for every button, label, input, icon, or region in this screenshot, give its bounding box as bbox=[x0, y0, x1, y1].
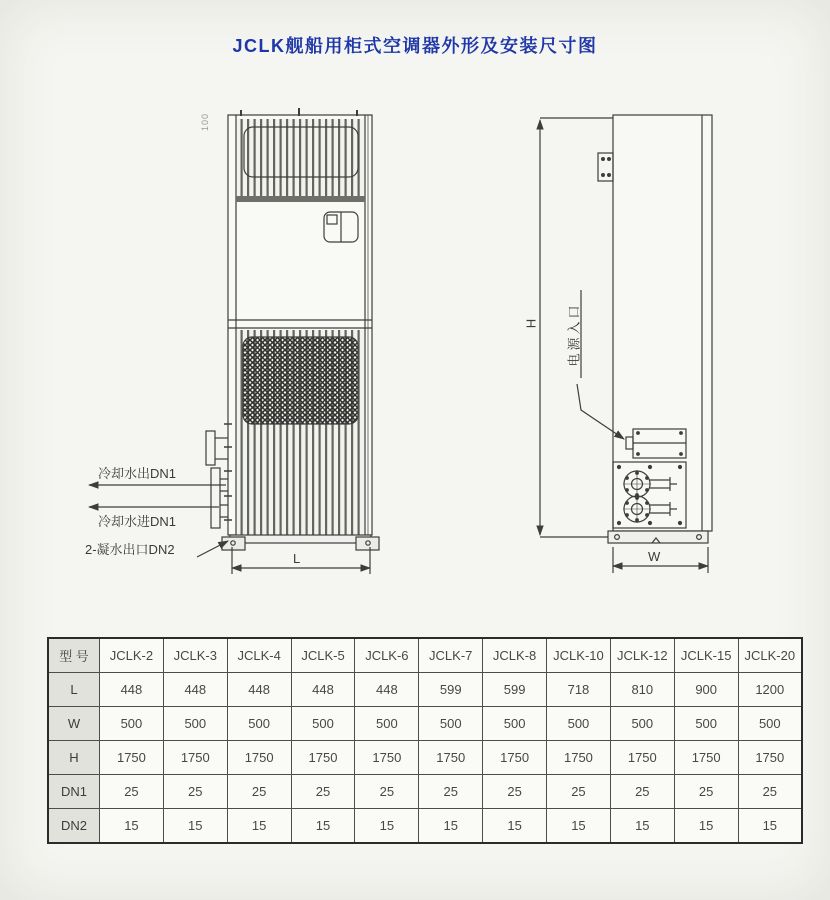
table-cell: 448 bbox=[355, 673, 419, 707]
top-dimension-label: 100 bbox=[200, 112, 210, 132]
col-header-cell: JCLK-12 bbox=[610, 638, 674, 673]
table-cell: 25 bbox=[483, 775, 547, 809]
front-base bbox=[230, 535, 371, 543]
table-cell: 25 bbox=[674, 775, 738, 809]
table-cell: 15 bbox=[163, 809, 227, 844]
table-cell: 500 bbox=[291, 707, 355, 741]
table-cell: 500 bbox=[355, 707, 419, 741]
row-label-cell: DN1 bbox=[48, 775, 100, 809]
power-inlet-label: 电源入口 bbox=[566, 302, 582, 367]
front-mesh-filter bbox=[243, 337, 358, 424]
table-cell: 25 bbox=[355, 775, 419, 809]
table-cell: 15 bbox=[547, 809, 611, 844]
table-cell: 1750 bbox=[291, 741, 355, 775]
col-header-cell: JCLK-20 bbox=[738, 638, 802, 673]
table-cell: 25 bbox=[419, 775, 483, 809]
table-cell: 500 bbox=[610, 707, 674, 741]
table-cell: 810 bbox=[610, 673, 674, 707]
side-cabinet-outline bbox=[613, 115, 712, 531]
table-cell: 25 bbox=[547, 775, 611, 809]
table-cell: 500 bbox=[547, 707, 611, 741]
height-dimension-label: H bbox=[523, 318, 539, 329]
table-cell: 1750 bbox=[738, 741, 802, 775]
cooling-water-out-label: 冷却水出DN1 bbox=[98, 466, 177, 481]
table-cell: 1750 bbox=[419, 741, 483, 775]
table-row bbox=[48, 673, 802, 707]
table-cell: 25 bbox=[610, 775, 674, 809]
table-cell: 599 bbox=[419, 673, 483, 707]
table-cell: 1200 bbox=[738, 673, 802, 707]
table-cell: 1750 bbox=[100, 741, 164, 775]
col-header-cell: JCLK-2 bbox=[100, 638, 164, 673]
page-title: JCLK舰船用柜式空调器外形及安装尺寸图 bbox=[232, 36, 598, 56]
front-view bbox=[89, 108, 379, 574]
table-cell: 15 bbox=[355, 809, 419, 844]
front-foot-right bbox=[356, 537, 379, 550]
col-header-cell: JCLK-3 bbox=[163, 638, 227, 673]
table-cell: 1750 bbox=[483, 741, 547, 775]
table-cell: 1750 bbox=[547, 741, 611, 775]
table-row bbox=[48, 809, 802, 844]
table-cell: 500 bbox=[100, 707, 164, 741]
col-header-cell: JCLK-7 bbox=[419, 638, 483, 673]
table-row bbox=[48, 775, 802, 809]
table-cell: 15 bbox=[610, 809, 674, 844]
table-cell: 15 bbox=[738, 809, 802, 844]
table-cell: 500 bbox=[227, 707, 291, 741]
col-header-cell: JCLK-8 bbox=[483, 638, 547, 673]
table-cell: 448 bbox=[100, 673, 164, 707]
dimension-table bbox=[47, 637, 803, 844]
table-cell: 500 bbox=[419, 707, 483, 741]
table-body bbox=[48, 673, 802, 844]
table-cell: 900 bbox=[674, 673, 738, 707]
col-header-cell: JCLK-10 bbox=[547, 638, 611, 673]
width-dimension-label: W bbox=[648, 549, 661, 564]
model-header-cell: 型 号 bbox=[48, 638, 100, 673]
cooling-water-in-label: 冷却水进DN1 bbox=[98, 514, 177, 529]
pipe-flange-upper bbox=[206, 431, 215, 465]
table-cell: 15 bbox=[419, 809, 483, 844]
table-cell: 500 bbox=[163, 707, 227, 741]
table-cell: 718 bbox=[547, 673, 611, 707]
col-header-cell: JCLK-15 bbox=[674, 638, 738, 673]
table-cell: 15 bbox=[100, 809, 164, 844]
mounting-bracket bbox=[598, 153, 613, 181]
table-cell: 448 bbox=[227, 673, 291, 707]
col-header-cell: JCLK-5 bbox=[291, 638, 355, 673]
pipe-flange-lower bbox=[211, 468, 220, 528]
table-cell: 25 bbox=[291, 775, 355, 809]
front-foot-left bbox=[222, 537, 245, 550]
table-cell: 500 bbox=[738, 707, 802, 741]
table-cell: 15 bbox=[483, 809, 547, 844]
table-cell: 448 bbox=[163, 673, 227, 707]
table-row bbox=[48, 741, 802, 775]
table-header-row bbox=[48, 638, 802, 673]
table-row bbox=[48, 707, 802, 741]
table-cell: 448 bbox=[291, 673, 355, 707]
table-cell: 25 bbox=[100, 775, 164, 809]
table-cell: 25 bbox=[163, 775, 227, 809]
col-header-cell: JCLK-6 bbox=[355, 638, 419, 673]
col-header-cell: JCLK-4 bbox=[227, 638, 291, 673]
condensate-outlet-label: 2-凝水出口DN2 bbox=[85, 542, 175, 557]
row-label-cell: L bbox=[48, 673, 100, 707]
table-cell: 25 bbox=[738, 775, 802, 809]
table-cell: 15 bbox=[227, 809, 291, 844]
table-cell: 500 bbox=[483, 707, 547, 741]
length-dimension-label: L bbox=[293, 551, 301, 566]
row-label-cell: H bbox=[48, 741, 100, 775]
table-cell: 15 bbox=[291, 809, 355, 844]
table-cell: 1750 bbox=[610, 741, 674, 775]
row-label-cell: DN2 bbox=[48, 809, 100, 844]
row-label-cell: W bbox=[48, 707, 100, 741]
table-cell: 25 bbox=[227, 775, 291, 809]
front-top-grille bbox=[237, 119, 364, 196]
table-cell: 1750 bbox=[163, 741, 227, 775]
table-cell: 1750 bbox=[227, 741, 291, 775]
table-cell: 1750 bbox=[674, 741, 738, 775]
table-cell: 599 bbox=[483, 673, 547, 707]
table-cell: 1750 bbox=[355, 741, 419, 775]
table-cell: 15 bbox=[674, 809, 738, 844]
table-cell: 500 bbox=[674, 707, 738, 741]
